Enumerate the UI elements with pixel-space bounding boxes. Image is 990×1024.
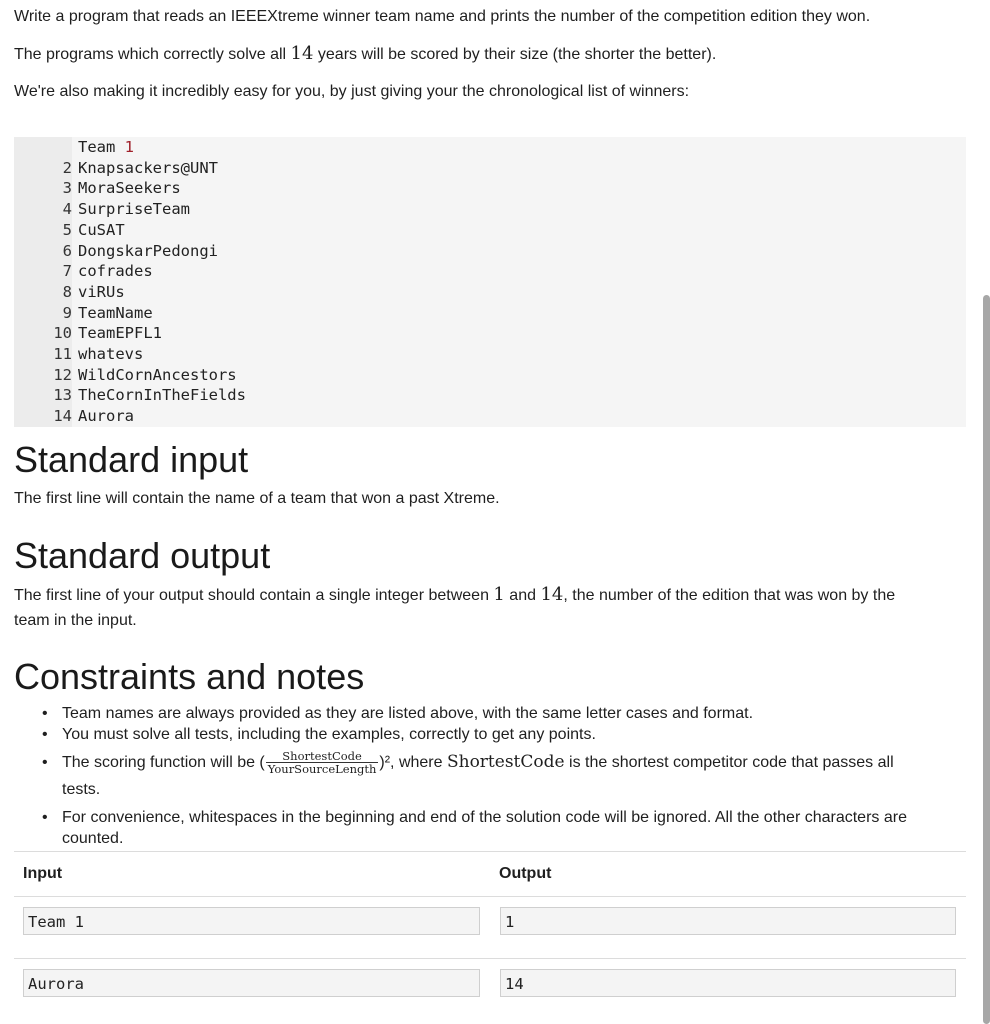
line-number: 14 [53, 407, 72, 426]
list-item [42, 703, 962, 724]
team-name: cofrades [78, 262, 153, 281]
code-text [78, 365, 237, 385]
output-column-header: Output [499, 865, 552, 882]
code-text [78, 137, 134, 157]
line-number: 6 [62, 241, 72, 260]
output-text-part: , the number of the edition that was won by the [563, 587, 896, 604]
team-name: DongskarPedongi [78, 241, 218, 260]
output-text-part: and [504, 587, 541, 604]
team-name: TheCornInTheFields [78, 386, 246, 405]
input-column-header: Input [23, 865, 63, 882]
constraints-list [14, 703, 962, 849]
team-name: Team [78, 138, 125, 156]
line-number: 10 [53, 324, 72, 343]
line-number: 4 [62, 200, 72, 219]
team-name: Aurora [78, 407, 134, 426]
code-text [78, 199, 190, 219]
code-text [78, 178, 181, 198]
list-item-text: For convenience, whitespaces in the beginning and end of the solution code will be ignored. All the other characters are [62, 809, 907, 826]
intro-line-2 [14, 44, 716, 65]
team-name: SurpriseTeam [78, 200, 190, 219]
team-name: Knapsackers@UNT [78, 158, 218, 177]
winners-code-block [14, 137, 966, 427]
intro-line-1: Write a program that reads an IEEEXtreme winner team name and prints the number of the competition edition they won. [14, 8, 871, 25]
team-name: whatevs [78, 345, 144, 363]
list-item-text: , where [390, 754, 447, 771]
list-item-text: The scoring function will be ( [62, 754, 265, 771]
fraction-numerator: ShortestCode [266, 750, 379, 763]
output-text-part: The first line of your output should contain a single integer between [14, 587, 494, 604]
team-name: viRUs [78, 282, 125, 301]
code-text [78, 323, 162, 343]
bullet-icon: • [42, 809, 48, 826]
code-text [78, 406, 134, 426]
team-name: TeamName [78, 303, 153, 322]
table-top-divider [14, 851, 966, 852]
team-name: CuSAT [78, 220, 125, 239]
code-text [78, 385, 246, 405]
output-text-line-2: team in the input. [14, 612, 137, 629]
standard-output-text [14, 582, 959, 633]
line-number: 7 [62, 262, 72, 281]
list-item [42, 724, 962, 745]
list-item-text: tests. [62, 781, 101, 798]
constraints-heading: Constraints and notes [14, 656, 365, 697]
code-text [78, 241, 218, 261]
standard-input-heading: Standard input [14, 439, 249, 480]
number-token: 1 [124, 138, 135, 156]
list-item-text: You must solve all tests, including the examples, correctly to get any points. [62, 726, 596, 743]
team-name: TeamEPFL1 [78, 324, 162, 343]
bullet-icon: • [42, 726, 48, 743]
example-2-output[interactable]: 14 [500, 969, 956, 997]
example-1-input[interactable]: Team 1 [23, 907, 480, 935]
bullet-icon: • [42, 705, 48, 722]
scoring-fraction [266, 750, 379, 775]
fraction-denominator: YourSourceLength [267, 762, 377, 777]
output-num-a: 1 [493, 584, 505, 605]
intro-line-2-rest: years will be scored by their size (the shorter the better). [313, 46, 717, 63]
list-item [42, 807, 962, 849]
line-number: 3 [62, 179, 72, 198]
fraction-exponent: )² [379, 754, 391, 771]
line-number: 12 [53, 365, 72, 384]
standard-output-heading: Standard output [14, 535, 271, 576]
line-number: 9 [62, 303, 72, 322]
example-2-input[interactable]: Aurora [23, 969, 480, 997]
shortest-code-term: ShortestCode [446, 752, 565, 772]
code-text [78, 158, 218, 178]
intro-line-2-number: 14 [290, 43, 314, 64]
vertical-scrollbar[interactable] [983, 295, 990, 1024]
team-name: WildCornAncestors [78, 365, 237, 384]
line-number: 5 [62, 220, 72, 239]
standard-input-text: The first line will contain the name of a team that won a past Xtreme. [14, 490, 500, 507]
table-row-divider [14, 958, 966, 959]
code-text [78, 261, 153, 281]
line-number: 13 [53, 386, 72, 405]
list-item-text: Team names are always provided as they are listed above, with the same letter cases and format. [62, 705, 754, 722]
list-item-text: is the shortest competitor code that passes all [564, 754, 894, 771]
intro-line-2-text: The programs which correctly solve all [14, 46, 291, 63]
line-number: 8 [62, 282, 72, 301]
code-text [78, 303, 153, 323]
line-number: 2 [62, 158, 72, 177]
code-text [78, 220, 125, 240]
team-name: MoraSeekers [78, 179, 181, 198]
example-1-output[interactable]: 1 [500, 907, 956, 935]
table-header-divider [14, 896, 966, 897]
line-number: 11 [53, 345, 72, 363]
list-item [42, 749, 962, 803]
code-text [78, 344, 143, 364]
output-num-b: 14 [540, 584, 564, 605]
intro-line-3: We're also making it incredibly easy for you, by just giving your the chronological list of winners: [14, 83, 690, 100]
list-item-text: counted. [62, 830, 124, 847]
code-text [78, 282, 125, 302]
bullet-icon: • [42, 754, 48, 771]
